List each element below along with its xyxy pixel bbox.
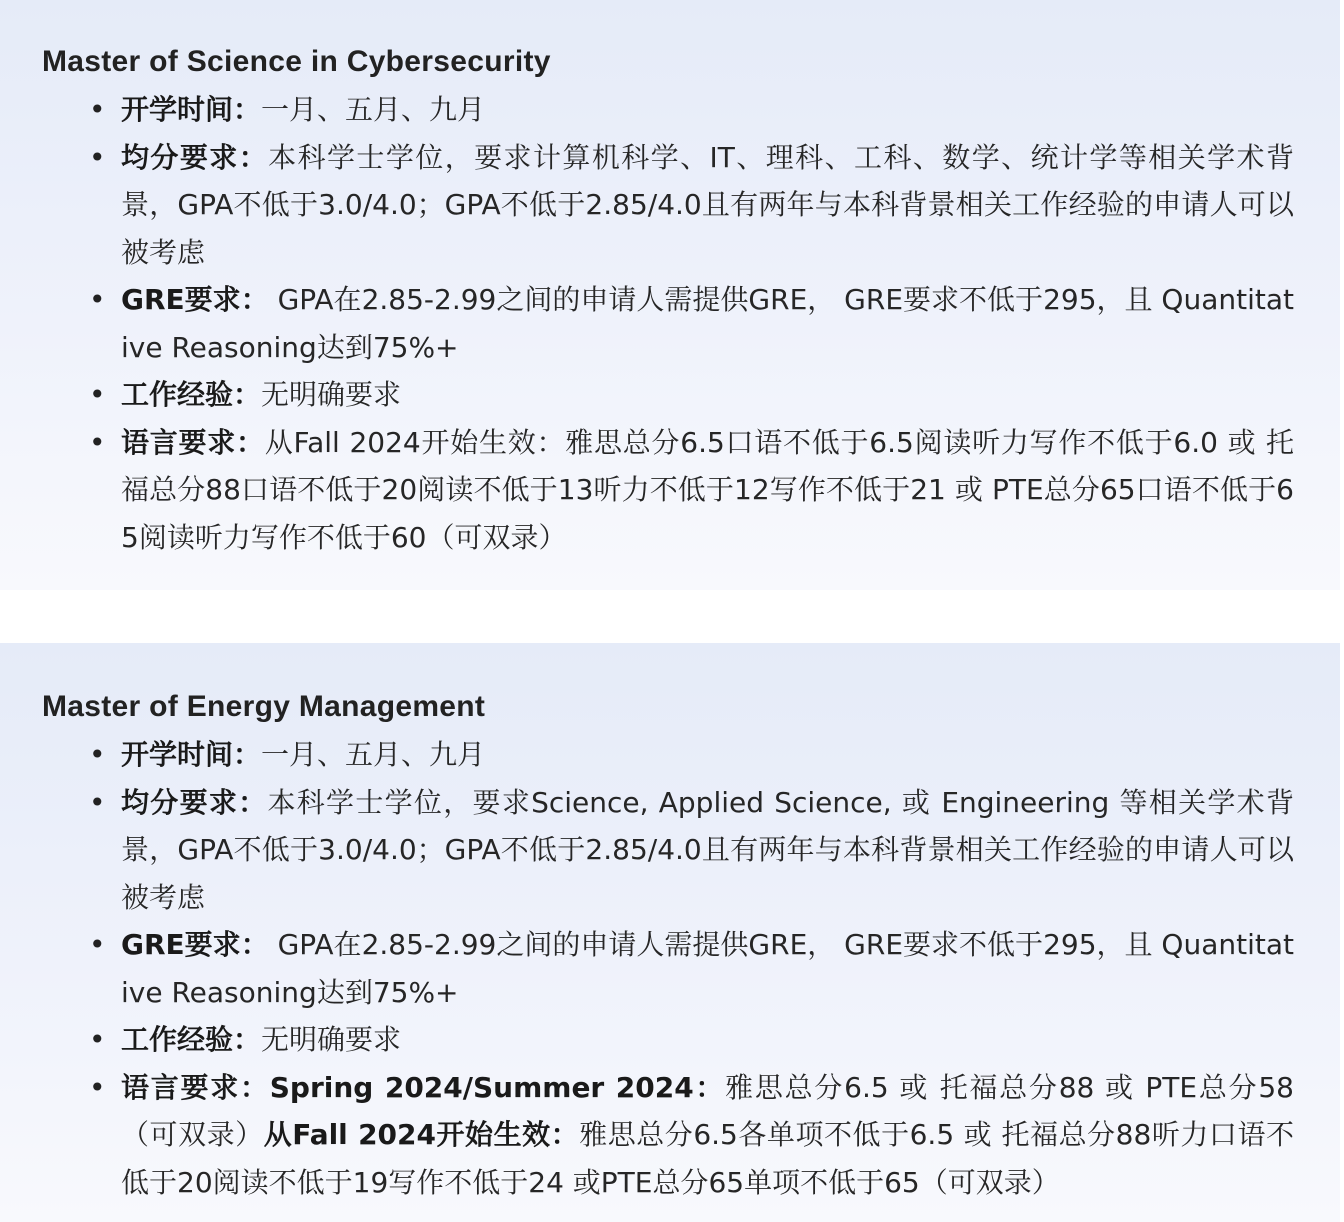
bullet-icon: • [89,785,106,819]
bullet-icon: • [89,738,106,771]
bullet-icon: • [89,283,106,316]
program-title: Master of Science in Cybersecurity [42,45,551,78]
requirement-text: GPA在2.85-2.99之间的申请人需提供GRE， GRE要求不低于295，且 Quantitative Reasoning达到75%+ [121,283,1294,364]
requirement-text: GPA在2.85-2.99之间的申请人需提供GRE， GRE要求不低于295，且 Quantitative Reasoning达到75%+ [121,928,1294,1009]
requirements-list [42,86,1294,561]
requirement-label: 语言要求： [121,1070,270,1104]
requirement-label: 均分要求： [121,140,269,174]
requirement-gre [42,921,1294,1016]
language-term-fall: 从Fall 2024开始生效： [263,1118,580,1151]
requirement-label: 开学时间： [121,738,262,771]
bullet-icon: • [89,93,106,126]
requirement-text: 雅思总分6.5各单项不低于6.5 或 托福总分88听力口语不低于20阅读不低于19写作不低于24 或PTE总分65单项不低于65（可双录） [121,1118,1294,1199]
bullet-icon: • [89,1023,106,1056]
requirement-gre [42,276,1294,371]
requirement-label: GRE要求： [121,283,269,316]
requirement-text: 从Fall 2024开始生效：雅思总分6.5口语不低于6.5阅读听力写作不低于6.0 或 托福总分88口语不低于20阅读不低于13听力不低于12写作不低于21 或 PTE总分65口语不低于65阅读听力写作不低于60（可双录） [121,425,1294,554]
requirement-work-experience [42,371,1294,419]
requirement-label: 工作经验： [121,1023,262,1056]
requirement-text: 无明确要求 [261,1023,402,1056]
requirement-text: 本科学士学位，要求Science, Applied Science, 或 Engineering 等相关学术背景，GPA不低于3.0/4.0；GPA不低于2.85/4.0且有两年与本科背景相关工作经验的申请人可以被考虑 [121,785,1294,914]
requirement-label: 开学时间： [121,93,262,126]
bullet-icon: • [89,140,106,174]
requirement-text: 一月、五月、九月 [261,93,486,126]
language-term-spring-summer: Spring 2024/Summer 2024： [269,1070,726,1104]
requirement-work-experience [42,1016,1294,1064]
requirement-intake [42,731,1294,779]
requirement-intake [42,86,1294,134]
program-card-cybersecurity [0,0,1340,590]
requirement-text: 一月、五月、九月 [261,738,486,771]
bullet-icon: • [89,928,106,961]
requirement-text: 雅思总分6.5 或 托福总分88 或 PTE总分58（可双录） [121,1070,1294,1151]
requirement-label: 工作经验： [121,378,262,411]
requirement-text: 无明确要求 [261,378,402,411]
requirements-list [42,731,1294,1206]
requirement-gpa [42,134,1294,277]
requirement-label: 均分要求： [121,785,268,819]
requirement-label: GRE要求： [121,928,269,961]
requirement-label: 语言要求： [121,425,265,459]
requirement-language [42,1064,1294,1207]
bullet-icon: • [89,425,106,459]
program-card-energy-management [0,643,1340,1222]
program-title: Master of Energy Management [42,690,486,723]
bullet-icon: • [89,378,106,411]
requirement-gpa [42,779,1294,922]
requirement-text: 本科学士学位，要求计算机科学、IT、理科、工科、数学、统计学等相关学术背景，GPA不低于3.0/4.0；GPA不低于2.85/4.0且有两年与本科背景相关工作经验的申请人可以被考虑 [121,140,1294,269]
requirement-language [42,419,1294,562]
bullet-icon: • [89,1070,106,1104]
